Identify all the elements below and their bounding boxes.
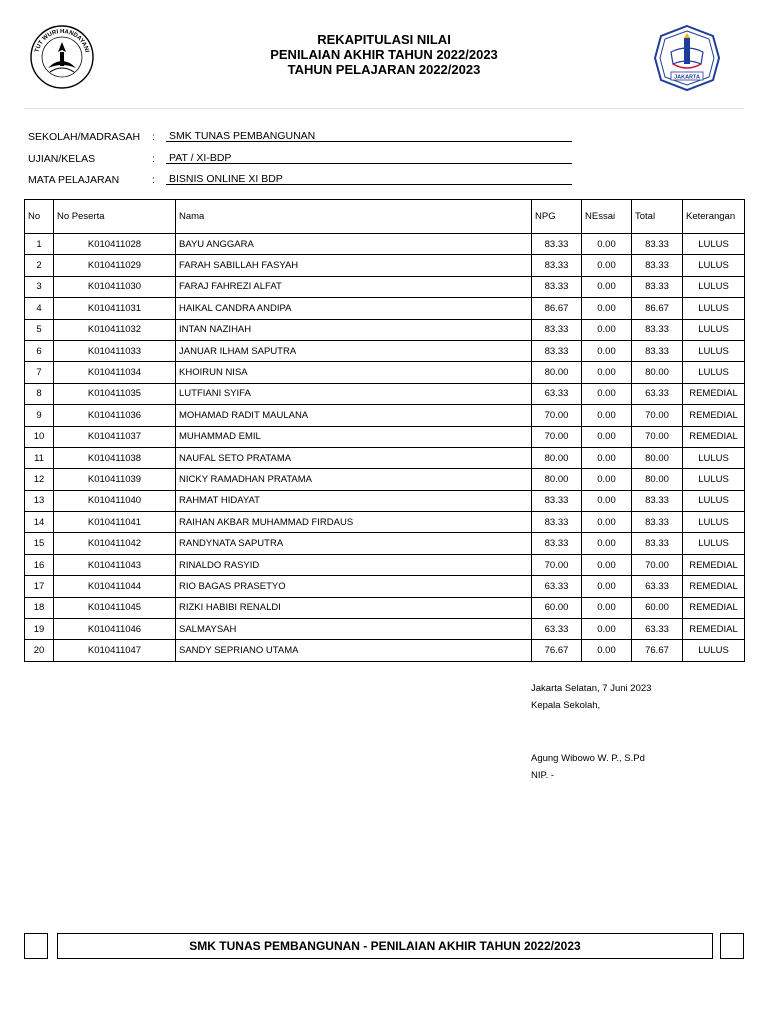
cell-no: 14 [25,512,54,533]
table-row [25,447,745,468]
footer-title: SMK TUNAS PEMBANGUNAN - PENILAIAN AKHIR TAHUN 2022/2023 [57,933,713,959]
cell-remarks: REMEDIAL [683,405,745,426]
cell-no: 18 [25,597,54,618]
cell-no: 20 [25,640,54,661]
info-colon: : [152,131,155,143]
column-header-npg: NPG [532,200,582,234]
info-colon: : [152,174,155,186]
info-value: SMK TUNAS PEMBANGUNAN [166,128,572,142]
document-title [180,32,588,77]
cell-nessai: 0.00 [582,319,632,340]
cell-total: 80.00 [632,469,683,490]
table-row [25,255,745,276]
cell-nessai: 0.00 [582,469,632,490]
cell-no: 2 [25,255,54,276]
cell-participant-no: K010411036 [54,405,176,426]
table-row [25,362,745,383]
table-row [25,512,745,533]
cell-remarks: REMEDIAL [683,619,745,640]
cell-nessai: 0.00 [582,383,632,404]
cell-participant-no: K010411037 [54,426,176,447]
table-row [25,597,745,618]
cell-total: 63.33 [632,383,683,404]
cell-name: BAYU ANGGARA [176,234,532,255]
cell-remarks: LULUS [683,469,745,490]
cell-no: 11 [25,447,54,468]
column-header-name: Nama [176,200,532,234]
cell-nessai: 0.00 [582,447,632,468]
cell-participant-no: K010411030 [54,276,176,297]
cell-total: 60.00 [632,597,683,618]
cell-nessai: 0.00 [582,576,632,597]
cell-npg: 83.33 [532,234,582,255]
cell-no: 1 [25,234,54,255]
cell-total: 83.33 [632,490,683,511]
cell-nessai: 0.00 [582,405,632,426]
cell-name: RIO BAGAS PRASETYO [176,576,532,597]
cell-nessai: 0.00 [582,234,632,255]
table-row [25,276,745,297]
cell-npg: 80.00 [532,362,582,383]
cell-name: MUHAMMAD EMIL [176,426,532,447]
cell-name: LUTFIANI SYIFA [176,383,532,404]
signature-space [531,717,651,753]
cell-total: 76.67 [632,640,683,661]
cell-name: SALMAYSAH [176,619,532,640]
cell-remarks: LULUS [683,640,745,661]
cell-npg: 83.33 [532,340,582,361]
column-header-total: Total [632,200,683,234]
cell-remarks: LULUS [683,362,745,383]
cell-participant-no: K010411041 [54,512,176,533]
cell-no: 8 [25,383,54,404]
cell-no: 17 [25,576,54,597]
cell-npg: 63.33 [532,383,582,404]
table-row [25,469,745,490]
table-row [25,554,745,575]
cell-participant-no: K010411040 [54,490,176,511]
cell-name: KHOIRUN NISA [176,362,532,383]
cell-npg: 63.33 [532,619,582,640]
cell-name: NAUFAL SETO PRATAMA [176,447,532,468]
cell-no: 12 [25,469,54,490]
cell-participant-no: K010411029 [54,255,176,276]
cell-remarks: REMEDIAL [683,576,745,597]
cell-name: RIZKI HABIBI RENALDI [176,597,532,618]
cell-no: 4 [25,298,54,319]
cell-nessai: 0.00 [582,255,632,276]
cell-nessai: 0.00 [582,276,632,297]
cell-npg: 86.67 [532,298,582,319]
info-label: UJIAN/KELAS [28,152,96,165]
cell-remarks: LULUS [683,234,745,255]
cell-name: RANDYNATA SAPUTRA [176,533,532,554]
table-row [25,234,745,255]
cell-nessai: 0.00 [582,362,632,383]
cell-name: MOHAMAD RADIT MAULANA [176,405,532,426]
cell-participant-no: K010411047 [54,640,176,661]
cell-total: 83.33 [632,533,683,554]
cell-nessai: 0.00 [582,554,632,575]
cell-name: RINALDO RASYID [176,554,532,575]
cell-name: INTAN NAZIHAH [176,319,532,340]
cell-remarks: REMEDIAL [683,597,745,618]
cell-total: 83.33 [632,512,683,533]
table-row [25,405,745,426]
cell-participant-no: K010411033 [54,340,176,361]
cell-nessai: 0.00 [582,619,632,640]
info-value: BISNIS ONLINE XI BDP [166,171,572,185]
table-row [25,298,745,319]
cell-nessai: 0.00 [582,426,632,447]
cell-name: FARAJ FAHREZI ALFAT [176,276,532,297]
cell-no: 3 [25,276,54,297]
cell-remarks: LULUS [683,340,745,361]
tut-wuri-handayani-logo [26,24,98,90]
place-date: Jakarta Selatan, 7 Juni 2023 [531,683,652,694]
cell-total: 83.33 [632,340,683,361]
cell-total: 70.00 [632,405,683,426]
cell-nessai: 0.00 [582,640,632,661]
signer-nip: NIP. - [531,770,555,781]
cell-participant-no: K010411044 [54,576,176,597]
cell-nessai: 0.00 [582,340,632,361]
cell-name: JANUAR ILHAM SAPUTRA [176,340,532,361]
cell-name: NICKY RAMADHAN PRATAMA [176,469,532,490]
cell-npg: 83.33 [532,490,582,511]
info-label: SEKOLAH/MADRASAH [28,131,141,143]
cell-total: 70.00 [632,554,683,575]
cell-total: 80.00 [632,362,683,383]
cell-participant-no: K010411046 [54,619,176,640]
column-header-remarks: Keterangan [683,200,745,234]
cell-remarks: LULUS [683,447,745,468]
table-row [25,576,745,597]
table-row [25,383,745,404]
table-row [25,340,745,361]
cell-remarks: LULUS [683,276,745,297]
cell-total: 83.33 [632,234,683,255]
column-header-no: No [25,200,54,234]
cell-nessai: 0.00 [582,533,632,554]
cell-remarks: LULUS [683,512,745,533]
cell-remarks: LULUS [683,255,745,276]
cell-name: RAHMAT HIDAYAT [176,490,532,511]
cell-total: 63.33 [632,619,683,640]
cell-npg: 70.00 [532,405,582,426]
info-value: PAT / XI-BDP [166,150,572,164]
cell-no: 10 [25,426,54,447]
cell-no: 16 [25,554,54,575]
header-divider [24,108,744,109]
cell-participant-no: K010411032 [54,319,176,340]
cell-npg: 83.33 [532,255,582,276]
cell-name: SANDY SEPRIANO UTAMA [176,640,532,661]
cell-remarks: REMEDIAL [683,554,745,575]
cell-total: 83.33 [632,255,683,276]
cell-no: 6 [25,340,54,361]
cell-npg: 76.67 [532,640,582,661]
right-logo-text: JAKARTA [674,74,700,81]
cell-participant-no: K010411031 [54,298,176,319]
cell-npg: 83.33 [532,276,582,297]
cell-no: 13 [25,490,54,511]
cell-remarks: LULUS [683,490,745,511]
footer-box-left [24,933,48,959]
cell-nessai: 0.00 [582,298,632,319]
table-row [25,426,745,447]
left-logo-text: TUT WURI HANDAYANI [34,28,90,54]
column-header-nessai: NEssai [582,200,632,234]
cell-total: 80.00 [632,447,683,468]
cell-total: 63.33 [632,576,683,597]
cell-name: HAIKAL CANDRA ANDIPA [176,298,532,319]
column-header-participant-no: No Peserta [54,200,176,234]
table-row [25,619,745,640]
cell-npg: 80.00 [532,447,582,468]
signature-block [531,683,651,787]
cell-npg: 60.00 [532,597,582,618]
cell-nessai: 0.00 [582,597,632,618]
cell-name: FARAH SABILLAH FASYAH [176,255,532,276]
footer-box-right [720,933,744,959]
cell-npg: 80.00 [532,469,582,490]
title-line-3: TAHUN PELAJARAN 2022/2023 [287,62,481,77]
cell-nessai: 0.00 [582,490,632,511]
cell-no: 5 [25,319,54,340]
cell-remarks: LULUS [683,533,745,554]
jakarta-emblem-logo [653,24,721,92]
cell-remarks: REMEDIAL [683,383,745,404]
cell-participant-no: K010411042 [54,533,176,554]
cell-participant-no: K010411038 [54,447,176,468]
cell-npg: 70.00 [532,554,582,575]
cell-total: 70.00 [632,426,683,447]
cell-participant-no: K010411028 [54,234,176,255]
info-colon: : [152,152,155,165]
cell-npg: 83.33 [532,319,582,340]
signer-name: Agung Wibowo W. P., S.Pd [531,753,645,764]
title-line-2: PENILAIAN AKHIR TAHUN 2022/2023 [270,47,498,62]
cell-participant-no: K010411039 [54,469,176,490]
table-row [25,640,745,661]
signer-role: Kepala Sekolah, [531,700,601,711]
cell-total: 83.33 [632,276,683,297]
info-label: MATA PELAJARAN [28,174,120,186]
cell-npg: 70.00 [532,426,582,447]
cell-no: 15 [25,533,54,554]
grades-table-body [25,234,745,662]
table-header-row [25,200,745,234]
cell-npg: 83.33 [532,533,582,554]
cell-participant-no: K010411034 [54,362,176,383]
cell-name: RAIHAN AKBAR MUHAMMAD FIRDAUS [176,512,532,533]
cell-total: 86.67 [632,298,683,319]
table-row [25,319,745,340]
cell-no: 9 [25,405,54,426]
table-row [25,533,745,554]
cell-no: 7 [25,362,54,383]
cell-npg: 83.33 [532,512,582,533]
title-line-1: REKAPITULASI NILAI [317,32,451,47]
table-row [25,490,745,511]
cell-participant-no: K010411043 [54,554,176,575]
cell-npg: 63.33 [532,576,582,597]
cell-participant-no: K010411035 [54,383,176,404]
cell-remarks: LULUS [683,319,745,340]
cell-total: 83.33 [632,319,683,340]
grades-table [24,199,745,662]
cell-no: 19 [25,619,54,640]
cell-participant-no: K010411045 [54,597,176,618]
cell-remarks: LULUS [683,298,745,319]
cell-nessai: 0.00 [582,512,632,533]
cell-remarks: REMEDIAL [683,426,745,447]
